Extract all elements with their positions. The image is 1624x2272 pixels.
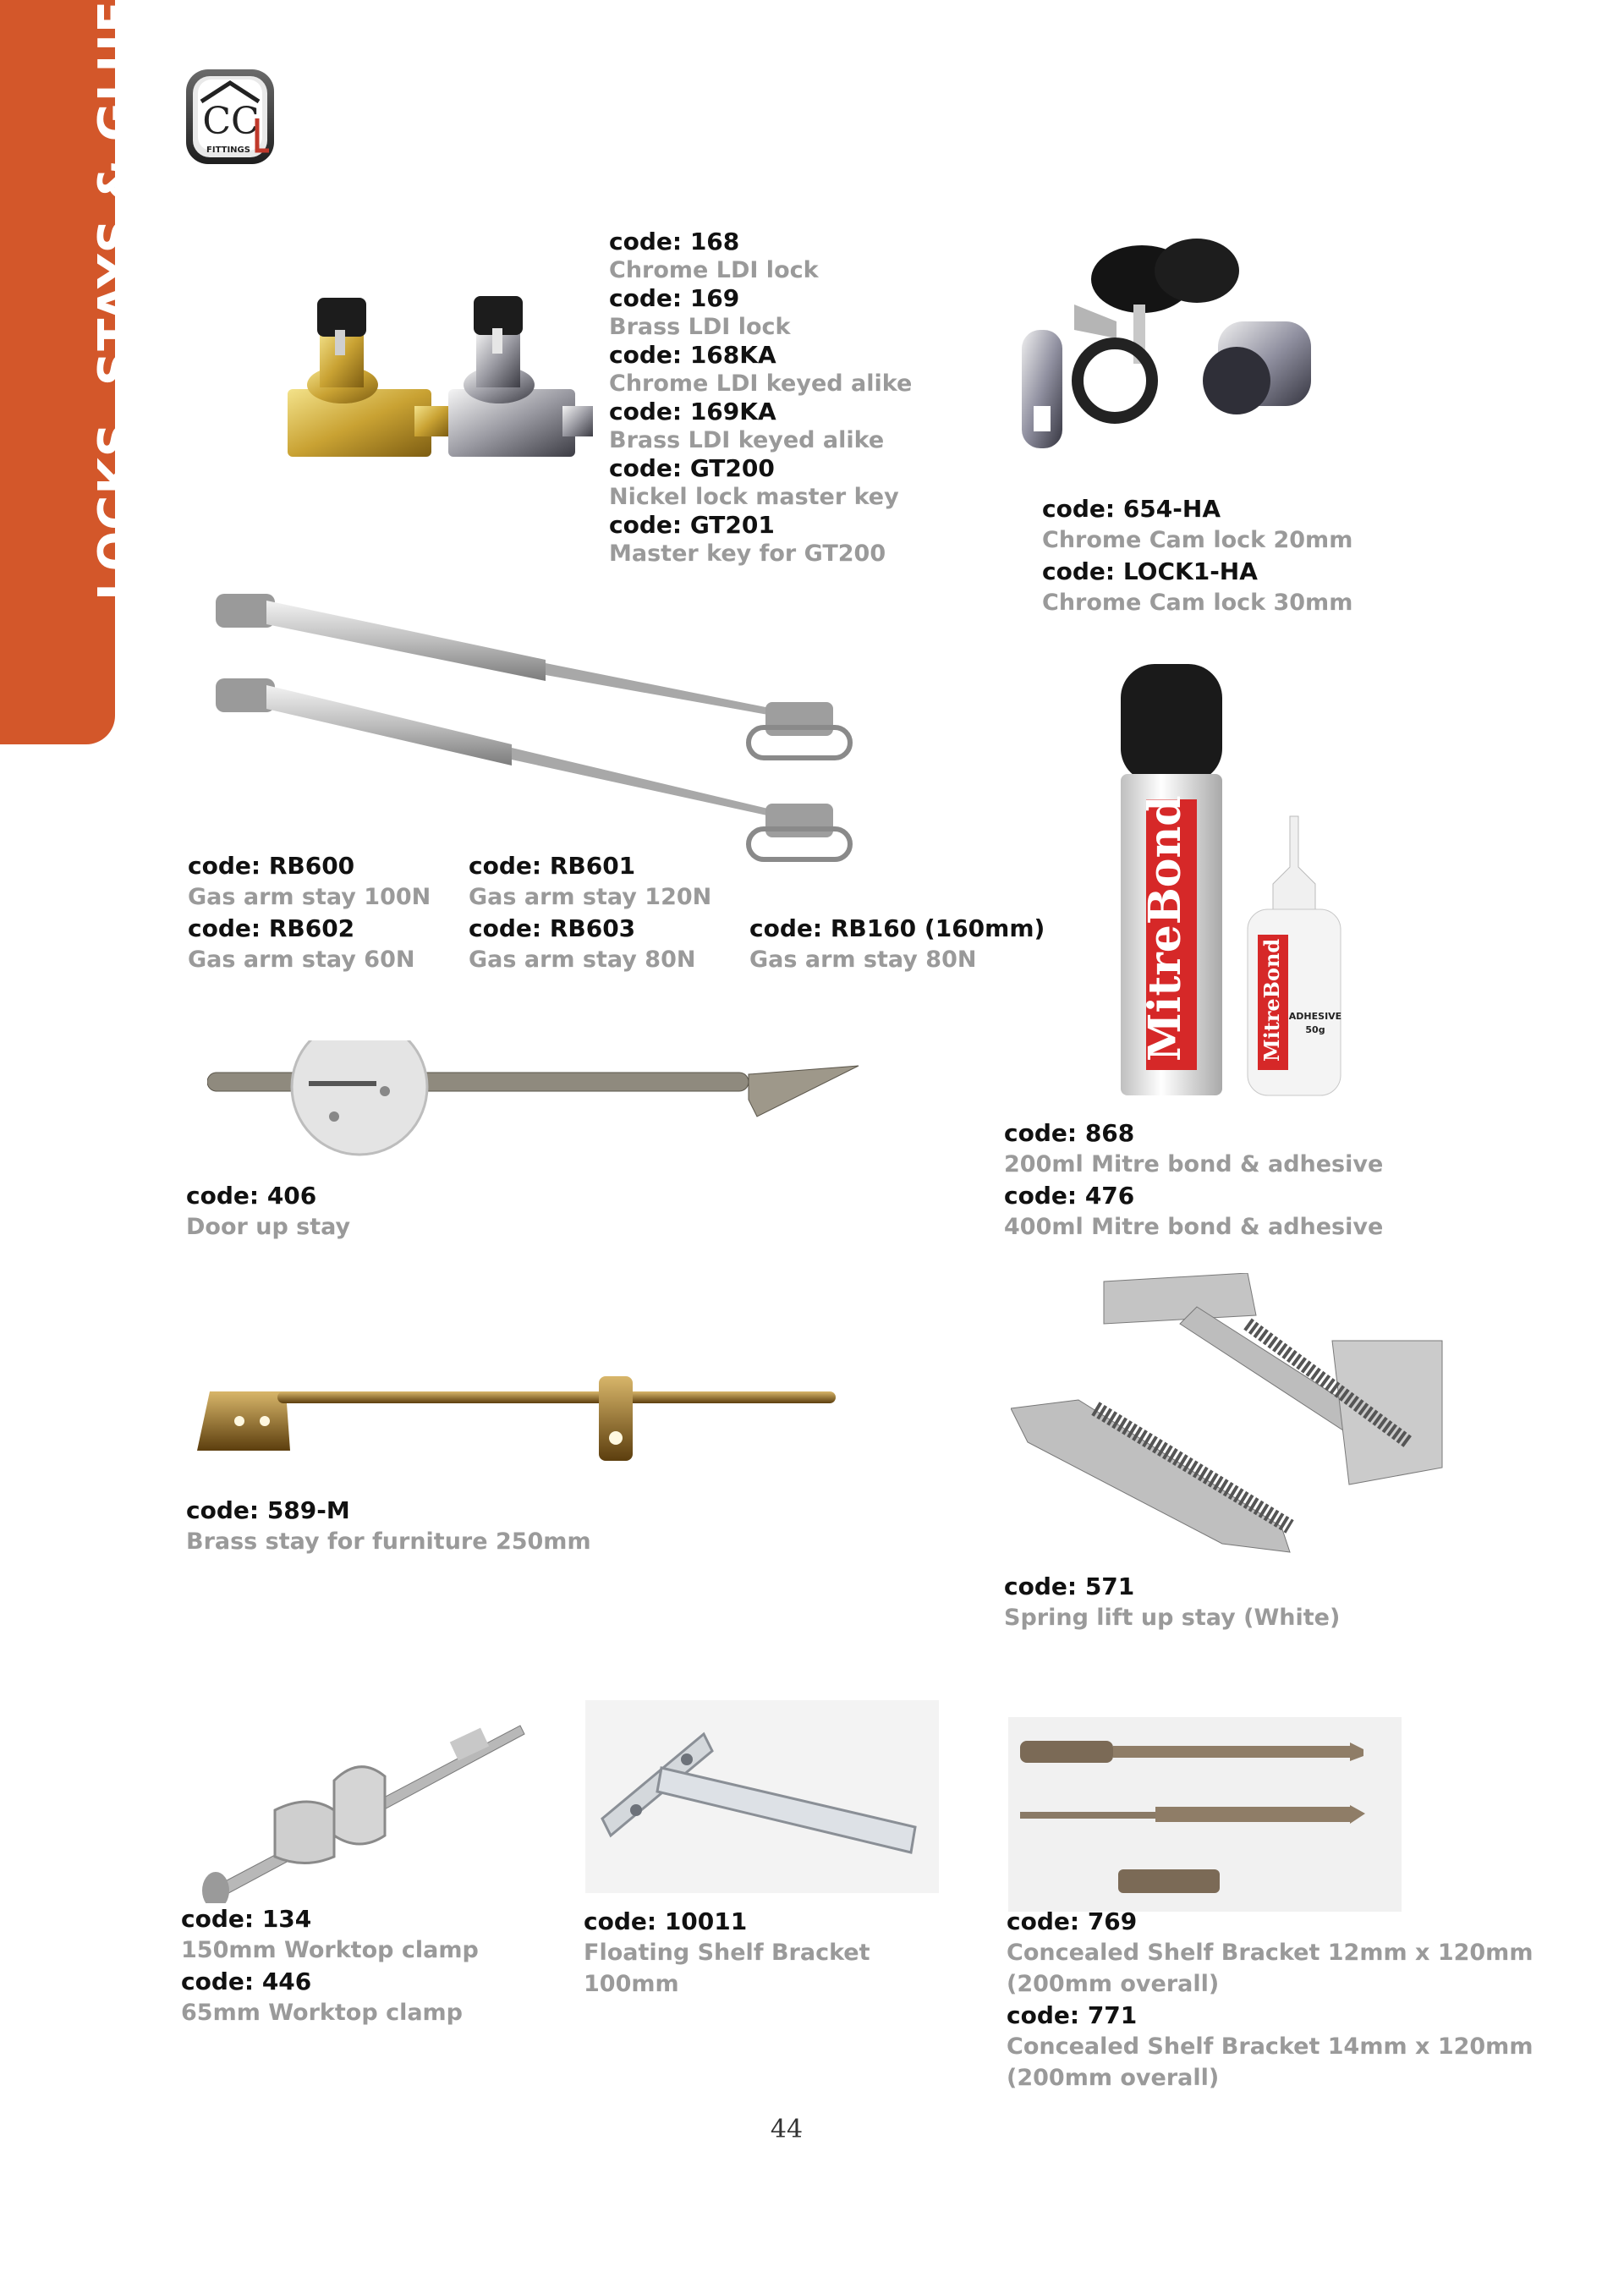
cc-fittings-logo (184, 68, 277, 169)
worktop-clamp-info (181, 1907, 479, 2033)
spring-stay-info (1004, 1572, 1341, 1638)
glue-info (1004, 1119, 1384, 1247)
brass-stay-info (186, 1496, 591, 1561)
product-code: code: GT201 (609, 511, 775, 539)
product-code: code: RB602 (188, 914, 355, 942)
product-description: Gas arm stay 120N (469, 884, 712, 910)
product-description: Gas arm stay 80N (749, 947, 977, 973)
section-title: LOCKS, STAYS & GLUE (89, 0, 144, 601)
product-description: (200mm overall) (1007, 2065, 1220, 2091)
gas-arm-stays-image (207, 575, 884, 888)
product-description: Chrome Cam lock 30mm (1042, 590, 1353, 616)
gas-stays-column-3 (749, 914, 1045, 980)
product-code: code: LOCK1-HA (1042, 557, 1258, 585)
product-code: code: 10011 (584, 1907, 748, 1935)
gas-stays-column-1 (188, 854, 431, 980)
product-description: Chrome LDI keyed alike (609, 370, 913, 397)
product-description: Floating Shelf Bracket (584, 1940, 870, 1966)
product-code: code: 868 (1004, 1119, 1135, 1147)
floating-bracket-info (584, 1907, 870, 2004)
glue-bottle-sub: ADHESIVE (1288, 1011, 1342, 1022)
product-code: code: 169KA (609, 398, 776, 425)
product-description: Brass stay for furniture 250mm (186, 1528, 591, 1555)
logo-letters: CC (202, 100, 260, 143)
product-code: code: 446 (181, 1967, 312, 1995)
product-description: 200ml Mitre bond & adhesive (1004, 1151, 1384, 1177)
product-code: code: 134 (181, 1905, 312, 1933)
product-description: Brass LDI lock (609, 314, 791, 340)
page-number: 44 (770, 2115, 804, 2144)
product-code: code: RB603 (469, 914, 636, 942)
product-description: Concealed Shelf Bracket 12mm x 120mm (1007, 1940, 1533, 1966)
product-code: code: 169 (609, 284, 740, 312)
product-code: code: 476 (1004, 1182, 1135, 1210)
cam-lock-image (1015, 211, 1353, 465)
product-code: code: 654-HA (1042, 495, 1221, 523)
glue-bottle-weight: 50g (1305, 1024, 1325, 1035)
product-code: code: RB160 (160mm) (749, 914, 1045, 942)
cam-locks-info (1042, 497, 1352, 623)
product-description: Concealed Shelf Bracket 14mm x 120mm (1007, 2033, 1533, 2060)
product-code: code: 589-M (186, 1496, 350, 1524)
product-description: Nickel lock master key (609, 484, 899, 510)
product-code: code: 571 (1004, 1572, 1135, 1600)
logo-subtext: FITTINGS (206, 145, 250, 155)
product-description: Door up stay (186, 1214, 351, 1240)
product-description: 100mm (584, 1971, 679, 1997)
product-description: Gas arm stay 60N (188, 947, 415, 973)
floating-shelf-bracket-image (585, 1700, 939, 1893)
product-description: Chrome LDI lock (609, 257, 819, 283)
product-code: code: 168 (609, 228, 740, 255)
door-stay-info (186, 1184, 350, 1247)
product-code: code: RB600 (188, 852, 355, 880)
glue-can-label: MitreBond (1139, 795, 1191, 1062)
product-code: code: 406 (186, 1182, 317, 1210)
product-code: code: RB601 (469, 852, 636, 880)
ldi-locks-image (271, 279, 601, 482)
product-description: Gas arm stay 100N (188, 884, 431, 910)
product-code: code: 769 (1007, 1907, 1138, 1935)
glue-bottle-label: MitreBond (1259, 938, 1284, 1062)
brass-stay-image (193, 1366, 870, 1468)
gas-stays-column-2 (469, 854, 711, 980)
spring-lift-stay-image (1011, 1273, 1451, 1561)
product-description: Brass LDI keyed alike (609, 427, 885, 453)
product-description: Chrome Cam lock 20mm (1042, 527, 1353, 553)
product-description: 65mm Worktop clamp (181, 2000, 464, 2026)
product-description: Spring lift up stay (White) (1004, 1605, 1341, 1631)
product-description: 400ml Mitre bond & adhesive (1004, 1214, 1384, 1240)
concealed-bracket-info (1007, 1907, 1533, 2098)
product-code: code: 771 (1007, 2001, 1138, 2029)
door-up-stay-image (207, 1040, 867, 1159)
worktop-clamp-image (199, 1709, 529, 1903)
product-description: 150mm Worktop clamp (181, 1937, 479, 1963)
product-description: Gas arm stay 80N (469, 947, 696, 973)
product-description: Master key for GT200 (609, 541, 886, 567)
product-description: (200mm overall) (1007, 1971, 1220, 1997)
product-code: code: GT200 (609, 454, 775, 482)
ldi-locks-info (609, 230, 912, 570)
concealed-shelf-bracket-image (1008, 1717, 1402, 1912)
product-code: code: 168KA (609, 341, 776, 369)
mitrebond-glue-image (1112, 664, 1345, 1104)
